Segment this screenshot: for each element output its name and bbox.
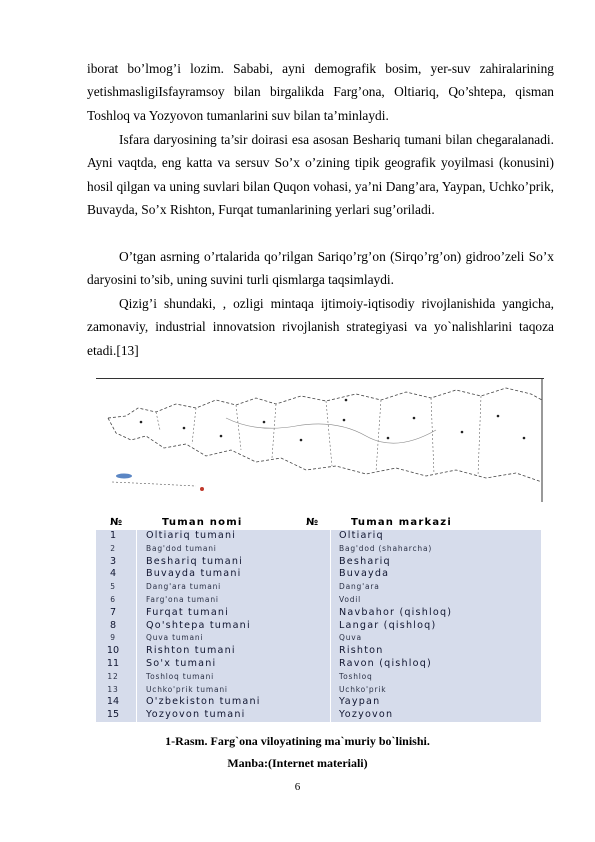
table-row xyxy=(96,684,541,697)
district-name: Uchko'prik tumani xyxy=(146,684,228,694)
table-row xyxy=(96,530,541,543)
figure-caption: 1-Rasm. Farg`ona viloyatining ma`muriy bo`linishi. xyxy=(165,734,430,748)
header-district-name: Tuman nomi xyxy=(162,517,243,528)
row-number: 5 xyxy=(110,582,116,592)
row-number: 9 xyxy=(110,633,116,643)
table-row xyxy=(96,607,541,620)
table-row xyxy=(96,709,541,722)
page-number: 6 xyxy=(294,781,301,793)
row-number: 15 xyxy=(106,709,120,721)
district-name: So'x tumani xyxy=(146,657,217,669)
district-center: Dang'ara xyxy=(339,582,380,592)
table-row xyxy=(96,594,541,607)
figure-source: Manba:(Internet materiali) xyxy=(227,756,368,770)
district-center: Bag'dod (shaharcha) xyxy=(339,543,433,553)
row-number: 11 xyxy=(106,657,120,669)
header-number: № xyxy=(110,517,124,528)
table-row xyxy=(96,671,541,684)
district-name: O'zbekiston tumani xyxy=(146,696,261,708)
table-row xyxy=(96,568,541,581)
paragraph-3: O’tgan asrning o’rtalarida qo’rilgan Sariqo’rg’on (Sirqo’rg’on) gidroo’zeli So’x daryosini to’sib, uning suvini turli qismlarga taqsimlaydi. xyxy=(87,249,554,288)
district-name: Buvayda tumani xyxy=(146,568,242,580)
row-number: 4 xyxy=(109,568,117,580)
table-body xyxy=(96,530,541,722)
district-map-image xyxy=(96,378,544,502)
district-center: Quva xyxy=(339,633,362,643)
row-number: 12 xyxy=(107,671,119,681)
district-center: Ravon (qishloq) xyxy=(339,657,432,669)
district-name: Furqat tumani xyxy=(146,606,230,618)
row-number: 6 xyxy=(110,594,116,604)
district-name: Quva tumani xyxy=(146,633,204,643)
row-number: 1 xyxy=(109,530,117,541)
district-name: Bag'dod tumani xyxy=(146,543,217,553)
paragraph-2: Isfara daryosining ta’sir doirasi esa asosan Beshariq tumani bilan chegaralanadi. Ayni vaqtda, eng katta va sersuv So’x o’zining tipik geografik yoyilmasi (konusini) hosil qilgan va uning suvlari bilan Quqon vohasi, ya’ni Dang’ara, Yaypan, Uchko’prik, Buvayda, So’x Rishton, Furqat tumanlarining yerlari sug’oriladi. xyxy=(87,132,554,218)
table-row xyxy=(96,658,541,671)
district-name: Beshariq tumani xyxy=(146,555,244,567)
row-number: 13 xyxy=(107,684,119,694)
district-name: Oltiariq tumani xyxy=(146,530,237,541)
district-center: Yaypan xyxy=(339,696,381,708)
row-number: 2 xyxy=(110,543,116,553)
district-center: Oltiariq xyxy=(339,530,384,541)
district-center: Vodil xyxy=(339,594,362,604)
table-header xyxy=(96,516,541,530)
district-center: Toshloq xyxy=(339,671,373,681)
row-number: 3 xyxy=(109,555,117,567)
row-number: 7 xyxy=(109,606,117,618)
table-row xyxy=(96,620,541,633)
district-center: Langar (qishloq) xyxy=(339,619,437,631)
table-row xyxy=(96,645,541,658)
district-center: Uchko'prik xyxy=(339,684,387,694)
header-number-right: № xyxy=(306,517,320,528)
district-center: Rishton xyxy=(339,645,384,657)
district-name: Dang'ara tumani xyxy=(146,582,222,592)
header-district-center: Tuman markazi xyxy=(351,517,452,528)
district-center: Navbahor (qishloq) xyxy=(339,606,453,618)
district-center: Beshariq xyxy=(339,555,391,567)
row-number: 14 xyxy=(106,696,120,708)
district-center: Yozyovon xyxy=(339,709,394,721)
row-number: 8 xyxy=(109,619,117,631)
district-name: Qo'shtepa tumani xyxy=(146,619,251,631)
paragraph-4: Qizig’i shundaki, , ozligi mintaqa ijtimoiy-iqtisodiy rivojlanishida yangicha, zamonaviy, industrial innovatsion rivojlanish strategiyasi va yo`nalishlarini taqoza etadi.[13] xyxy=(87,296,554,358)
district-name: Rishton tumani xyxy=(146,645,236,657)
table-row xyxy=(96,556,541,569)
table-row xyxy=(96,543,541,556)
districts-table xyxy=(96,516,541,722)
district-name: Yozyovon tumani xyxy=(146,709,246,721)
district-name: Toshloq tumani xyxy=(146,671,215,681)
district-center: Buvayda xyxy=(339,568,390,580)
table-row xyxy=(96,632,541,645)
paragraph-1: iborat bo’lmog’i lozim. Sababi, ayni demografik bosim, yer-suv zahiralarining yetishmasligiIsfayramsoy bilan birgalikda Farg’ona, Oltiariq, Qo’shtepa, qisman Toshloq va Yozyovon tumanlarini suv bilan ta’minlaydi. xyxy=(87,61,554,123)
row-number: 10 xyxy=(106,645,120,657)
table-row xyxy=(96,581,541,594)
table-row xyxy=(96,696,541,709)
district-name: Farg'ona tumani xyxy=(146,594,219,604)
